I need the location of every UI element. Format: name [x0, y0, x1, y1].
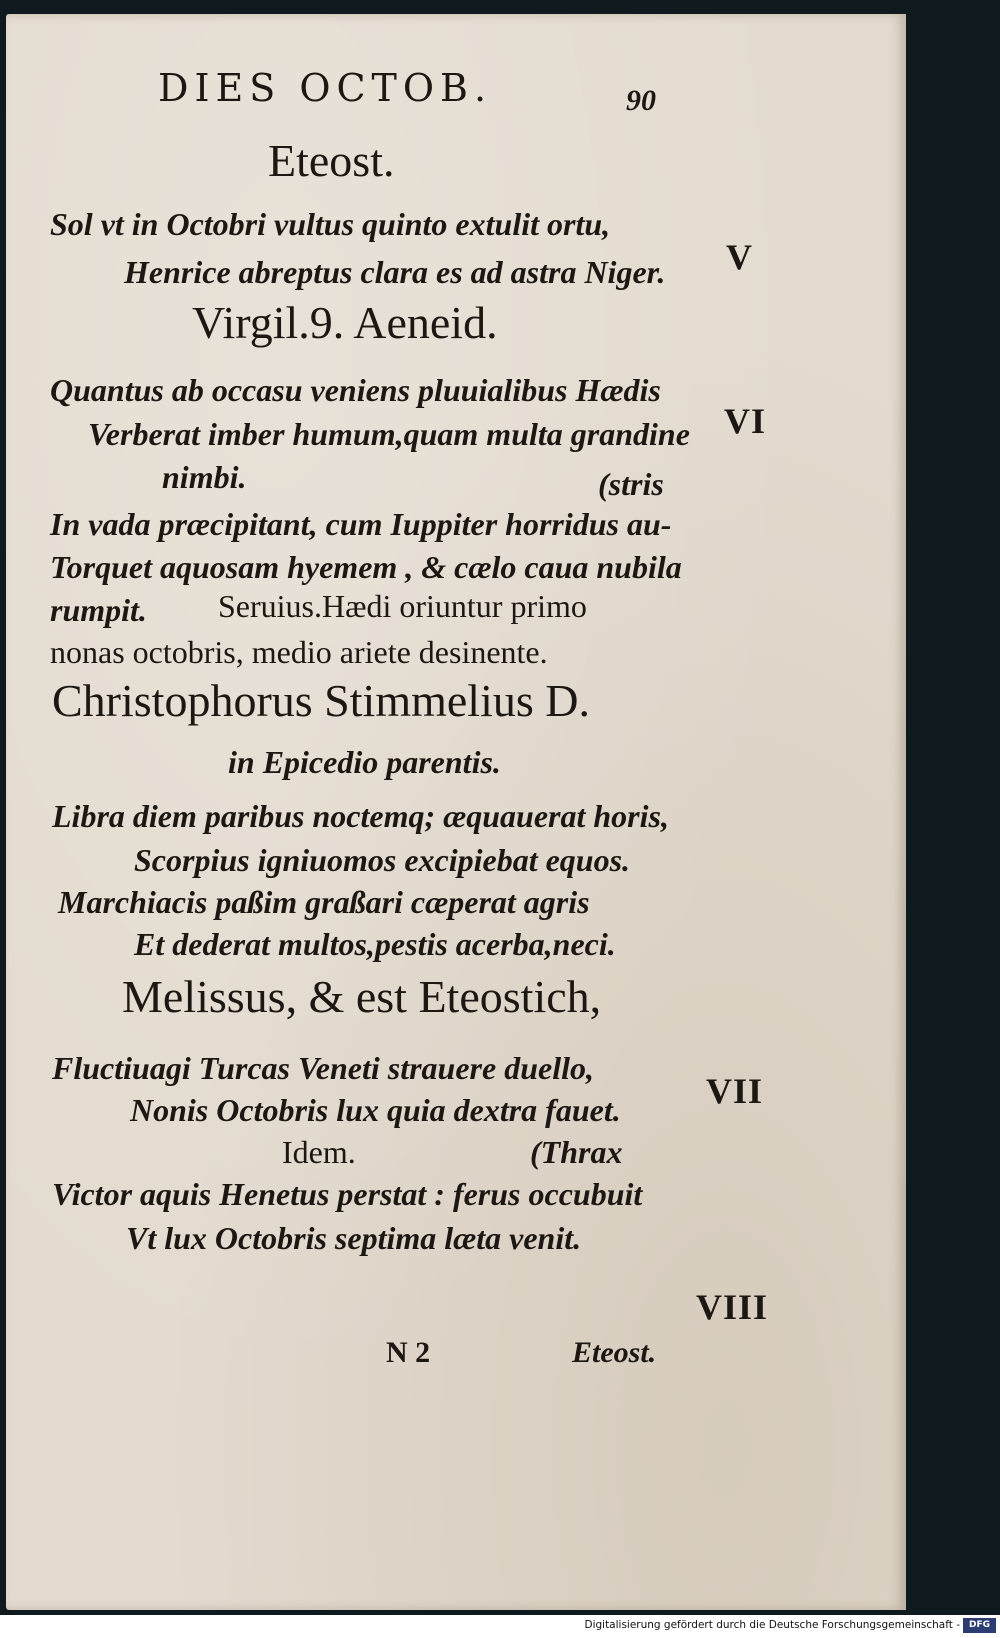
margin-numeral: VIII — [696, 1287, 769, 1327]
verse-line: rumpit. — [50, 592, 147, 628]
verse-line: Marchiacis paßim graßari cæperat agris — [58, 884, 590, 920]
verse-line: In vada præcipitant, cum Iuppiter horridus au- — [50, 506, 672, 542]
section-heading: Christophorus Stimmelius D. — [52, 675, 590, 726]
verse-line: Libra diem paribus noctemq; æquauerat horis, — [52, 798, 669, 834]
verse-line: Fluctiuagi Turcas Veneti strauere duello, — [52, 1050, 594, 1086]
verse-line: Quantus ab occasu veniens pluuialibus Hædis — [50, 372, 661, 408]
verse-line: Nonis Octobris lux quia dextra fauet. — [130, 1092, 621, 1128]
dfg-logo: DFG — [963, 1618, 996, 1633]
footer-bar — [0, 1615, 1000, 1638]
section-subheading: in Epicedio parentis. — [228, 744, 501, 780]
verse-line: Henrice abreptus clara es ad astra Niger. — [124, 254, 666, 290]
signature-mark: N 2 — [386, 1336, 431, 1369]
catchword: Eteost. — [572, 1336, 657, 1369]
verse-line: Torquet aquosam hyemem , & cælo caua nubila — [50, 549, 682, 585]
turnover-fragment: (Thrax — [530, 1134, 623, 1170]
margin-numeral: VII — [706, 1071, 764, 1111]
verse-line: Sol vt in Octobri vultus quinto extulit ortu, — [50, 206, 611, 242]
section-heading: Eteost. — [268, 135, 395, 186]
page-number: 90 — [626, 84, 656, 117]
verse-line: Verberat imber humum,quam multa grandine — [88, 416, 690, 452]
verse-line: Victor aquis Henetus perstat : ferus occubuit — [52, 1176, 643, 1212]
margin-numeral: V — [726, 237, 753, 277]
turnover-fragment: (stris — [598, 466, 664, 502]
funding-notice: Digitalisierung gefördert durch die Deutsche Forschungsgemeinschaft - — [584, 1619, 960, 1631]
verse-line: Scorpius igniuomos excipiebat equos. — [134, 842, 631, 878]
verse-line: Vt lux Octobris septima læta venit. — [126, 1220, 582, 1256]
margin-numeral: VI — [724, 401, 767, 441]
book-page — [6, 14, 906, 1610]
section-heading: Virgil.9. Aeneid. — [192, 297, 498, 348]
section-heading: Melissus, & est Eteostich, — [122, 971, 602, 1022]
attribution: Idem. — [282, 1134, 356, 1170]
running-head: DIES OCTOB. — [158, 66, 493, 110]
commentary-line: nonas octobris, medio ariete desinente. — [50, 634, 548, 670]
verse-line: nimbi. — [162, 459, 247, 495]
commentary-line: Seruius.Hædi oriuntur primo — [218, 588, 587, 624]
verse-line: Et dederat multos,pestis acerba,neci. — [134, 926, 616, 962]
